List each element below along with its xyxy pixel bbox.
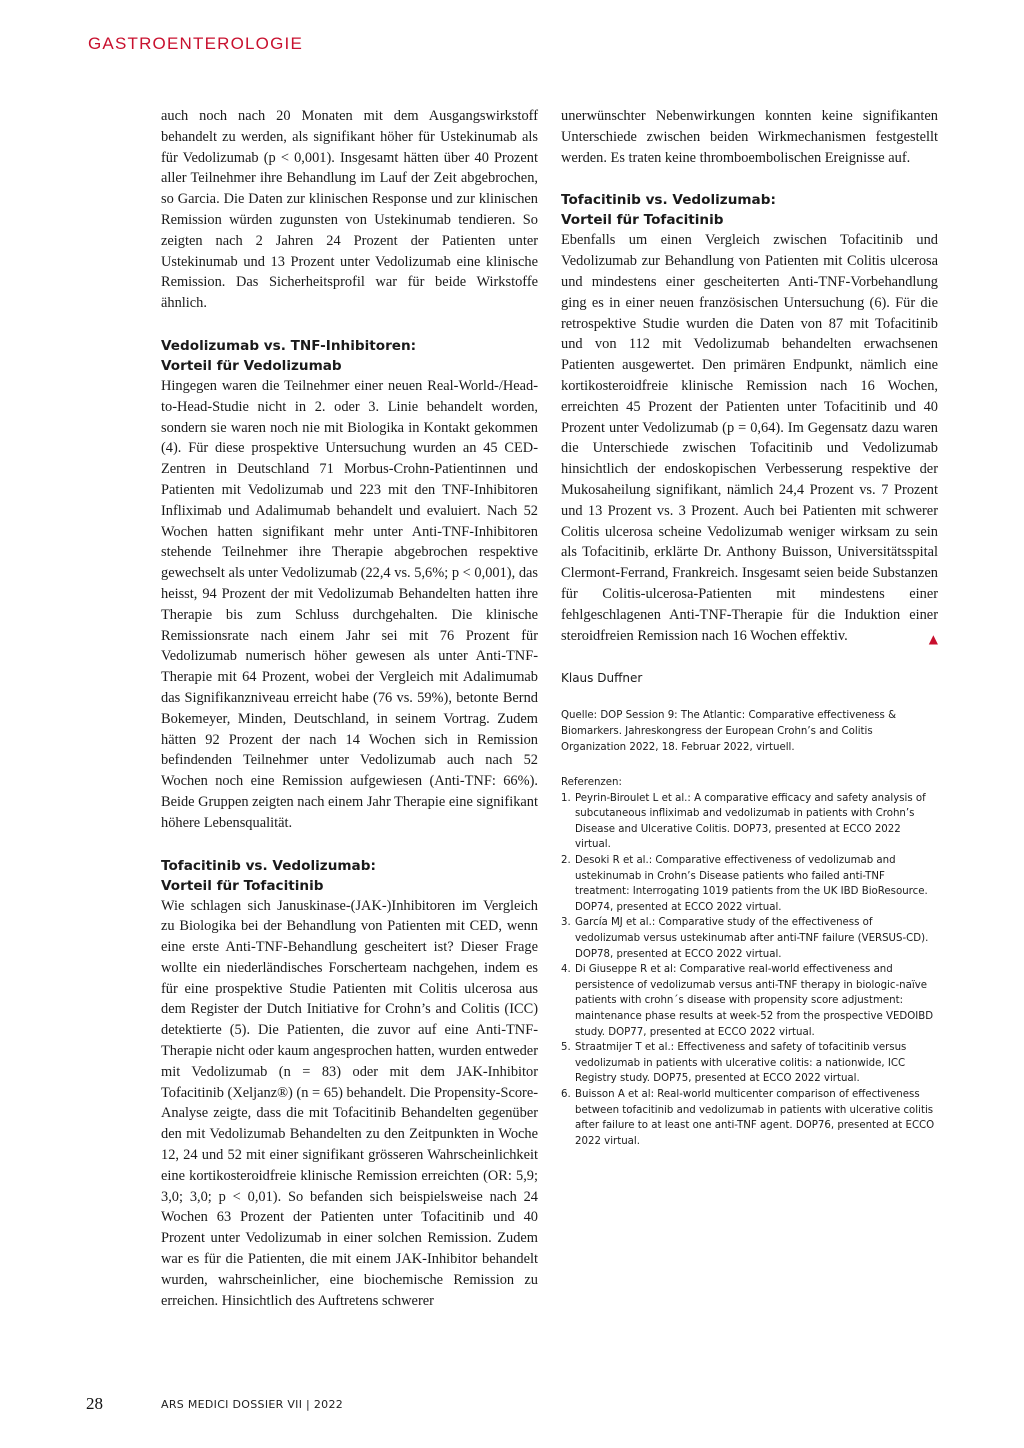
heading-line: Tofacitinib vs. Vedolizumab:	[161, 857, 376, 874]
reference-number: 2.	[561, 855, 571, 867]
section-heading	[561, 190, 938, 230]
reference-number: 6.	[561, 1088, 571, 1100]
reference-number: 3.	[561, 917, 571, 929]
reference-item	[561, 962, 938, 1040]
reference-number: 4.	[561, 964, 571, 976]
reference-text: Straatmijer T et al.: Effectiveness and safety of tofacitinib versus vedolizumab in patients with ulcerative colitis: a nationwide, ICC Registry study. DOP75, presented at ECCO 2022 virtual.	[575, 1042, 907, 1085]
section-header: GASTROENTEROLOGIE	[88, 34, 303, 53]
reference-text: Desoki R et al.: Comparative effectiveness of vedolizumab and ustekinumab in Crohn’s Disease patients who failed anti-TNF treatment: Interrogating 1019 patients from the UK IBD BioResource. DOP74, presented at ECCO 2022 virtual.	[575, 855, 928, 913]
paragraph-text: Ebenfalls um einen Vergleich zwischen Tofacitinib und Vedolizumab zur Behandlung von Patienten mit Colitis ulcerosa und mindestens einer gescheiterten Anti-TNF-Vorbehandlung ging es in einer neuen französischen Untersuchung (6). Für die retrospektive Studie wurden die Daten von 87 mit Tofacitinib und von 112 mit Vedolizumab behandelten erwachsenen Patienten ausgewertet. Den primären Endpunkt, nämlich eine kortikosteroidfreie klinische Remission nach 16 Wochen, erreichten 45 Prozent der Patienten unter Tofacitinib und 40 Prozent unter Vedolizumab (p = 0,64). Im Gegensatz dazu waren die Unterschiede zwischen Tofacitinib und Vedolizumab hinsichtlich der endoskopischen Verbesserung respektive der Mukosaheilung signifikant, nämlich 24,4 Prozent vs. 7 Prozent und 13 Prozent vs. 3 Prozent. Auch bei Patienten mit schwerer Colitis ulcerosa scheine Vedolizumab weniger wirksam zu sein als Tofacitinib, erklärte Dr. Anthony Buisson, Universitätsspital Clermont-Ferrand, Frankreich. Insgesamt seien beide Substanzen für Colitis-ulcerosa-Patienten mit mindestens einer fehlgeschlagenen Anti-TNF-Therapie für die Induktion einer steroidfreien Remission nach 16 Wochen effektiv.	[561, 232, 938, 644]
paragraph	[561, 230, 938, 646]
reference-item	[561, 791, 938, 853]
paragraph: Wie schlagen sich Januskinase-(JAK-)Inhibitoren im Vergleich zu Biologika bei der Behandlung von Patienten mit CED, wenn eine erste Anti-TNF-Behandlung gescheitert ist? Dieser Frage wollte ein niederländisches Forscherteam nachgehen, indem es für eine prospektive Studie Patienten mit Colitis ulcerosa aus dem Register der Dutch Initiative for Crohn’s and Colitis (ICC) detektierte (5). Die Patienten, die zuvor auf eine Anti-TNF-Therapie nicht oder kaum angesprochen hatten, wurden entweder mit Vedolizumab (n = 83) oder mit dem JAK-Inhibitor Tofacitinib (Xeljanz®) (n = 65) behandelt. Die Propensity-Score-Analyse zeigte, dass die mit Tofacitinib Behandelten gegenüber den mit Vedolizumab Behandelten zu den Zeitpunkten in Woche 12, 24 und 52 mit einer signifikant grösseren Wahrscheinlichkeit eine kortikosteroidfreie klinische Remission erreichten (OR: 5,9; 3,0; 3,0; p < 0,01). So befanden sich beispielsweise nach 24 Wochen 63 Prozent der Patienten unter Tofacitinib und 40 Prozent unter Vedolizumab in einer solchen Remission. Zudem war es für die Patienten, die mit einem JAK-Inhibitor behandelt wurden, wahrscheinlicher, eine biochemische Remission zu erreichen. Hinsichtlich des Auftretens schwerer	[161, 897, 538, 1309]
reference-text: Peyrin-Biroulet L et al.: A comparative efficacy and safety analysis of subcutaneous infliximab and vedolizumab in patients with Crohn’s Disease and Ulcerative Colitis. DOP73, presented at ECCO 2022 virtual.	[575, 792, 926, 851]
paragraph: auch noch nach 20 Monaten mit dem Ausgangswirkstoff behandelt zu werden, als signifikant höher für Ustekinumab als für Vedolizumab (p < 0,001). Insgesamt hätten über 40 Prozent aller Teilnehmer ihre Behandlung im Lauf der Zeit abgebrochen, so Garcia. Die Daten zur klinischen Response und zur klinischen Remission würden zugunsten von Ustekinumab tendieren. So zeigten nach 2 Jahren 24 Prozent der Patienten unter Ustekinumab und 13 Prozent unter Vedolizumab eine klinische Remission. Das Sicherheitsprofil war für beide Wirkstoffe ähnlich.	[161, 108, 538, 312]
section-heading	[161, 336, 538, 376]
reference-text: Di Giuseppe R et al: Comparative real-world effectiveness and persistence of vedolizumab versus anti-TNF therapy in biologic-naïve patients with crohn´s disease with propensity score adjustment: maintenance phase results at week-52 from the prospective VEDOIBD study. DOP77, presented at ECCO 2022 virtual.	[575, 964, 934, 1038]
left-column	[161, 106, 538, 1311]
reference-number: 1.	[561, 792, 571, 804]
reference-item	[561, 853, 938, 915]
paragraph: unerwünschter Nebenwirkungen konnten keine signifikanten Unterschiede zwischen beiden Wirkmechanismen festgestellt werden. Es traten keine thromboembolischen Ereignisse auf.	[561, 108, 938, 166]
author-name: Klaus Duffner	[561, 671, 643, 686]
reference-item	[561, 1040, 938, 1087]
reference-text: Buisson A et al: Real-world multicenter comparison of effectiveness between tofacitinib and vedolizumab in patients with ulcerative colitis after failure to at least one anti-TNF agent. DOP76, presented at ECCO 2022 virtual.	[575, 1088, 935, 1147]
paragraph: Hingegen waren die Teilnehmer einer neuen Real-World-/Head-to-Head-Studie nicht in 2. oder 3. Linie behandelt worden, sondern sie waren noch nie mit Biologika in Kontakt gekommen (4). Für diese prospektive Untersuchung wurden an 45 CED-Zentren in Deutschland 71 Morbus-Crohn-Patientinnen und Patienten mit Vedolizumab und 223 mit den TNF-Inhibitoren Infliximab und Adalimumab behandelt und evaluiert. Nach 52 Wochen hatten signifikant mehr unter Anti-TNF-Inhibitoren stehende Teilnehmer ihre Therapie abgebrochen respektive gewechselt als unter Vedolizumab (22,4 vs. 5,6%; p < 0,001), das heisst, 94 Prozent der mit Vedolizumab Behandelten hatten ihre Therapie bis zum Schluss durchgehalten. Die klinische Remissionsrate nach einem Jahr sei mit 76 Prozent für Vedolizumab numerisch höher gewesen als unter Anti-TNF-Therapie mit 64 Prozent, wobei der Vergleich mit Adalimumab das Signifikanzniveau erreicht habe (76 vs. 59%), betonte Bernd Bokemeyer, Minden, Deutschland, in seinem Vortrag. Zudem hätten 92 Prozent der nach 14 Wochen sich in Remission befindenden Teilnehmer unter Vedolizumab auch nach 52 Wochen noch eine Remission aufgewiesen (Anti-TNF: 66%). Beide Gruppen zeigten nach einem Jahr Therapie eine signifikant höhere Lebensqualität.	[161, 377, 538, 831]
heading-line: Vorteil für Tofacitinib	[161, 877, 324, 894]
right-column	[561, 106, 938, 1149]
reference-item	[561, 1087, 938, 1149]
heading-line: Vedolizumab vs. TNF-Inhibitoren:	[161, 337, 417, 354]
heading-line: Tofacitinib vs. Vedolizumab:	[561, 192, 776, 209]
reference-number: 5.	[561, 1042, 571, 1054]
heading-line: Vorteil für Tofacitinib	[561, 212, 724, 229]
references-label: Referenzen:	[561, 777, 622, 789]
heading-line: Vorteil für Vedolizumab	[161, 357, 342, 374]
section-heading	[161, 856, 538, 896]
reference-item	[561, 915, 938, 962]
reference-text: García MJ et al.: Comparative study of the effectiveness of vedolizumab versus ustekinumab after anti-TNF failure (VERSUS-CD). DOP78, presented at ECCO 2022 virtual.	[575, 917, 929, 960]
references-list	[561, 791, 938, 1150]
publication-info: ARS MEDICI DOSSIER VII | 2022	[161, 1398, 344, 1411]
source-note: Quelle: DOP Session 9: The Atlantic: Comparative effectiveness & Biomarkers. Jahreskongress der European Crohn’s and Colitis Organization 2022, 18. Februar 2022, virtuell.	[561, 710, 897, 753]
page-number: 28	[86, 1394, 103, 1413]
end-of-article-triangle-icon: ▲	[928, 631, 938, 646]
